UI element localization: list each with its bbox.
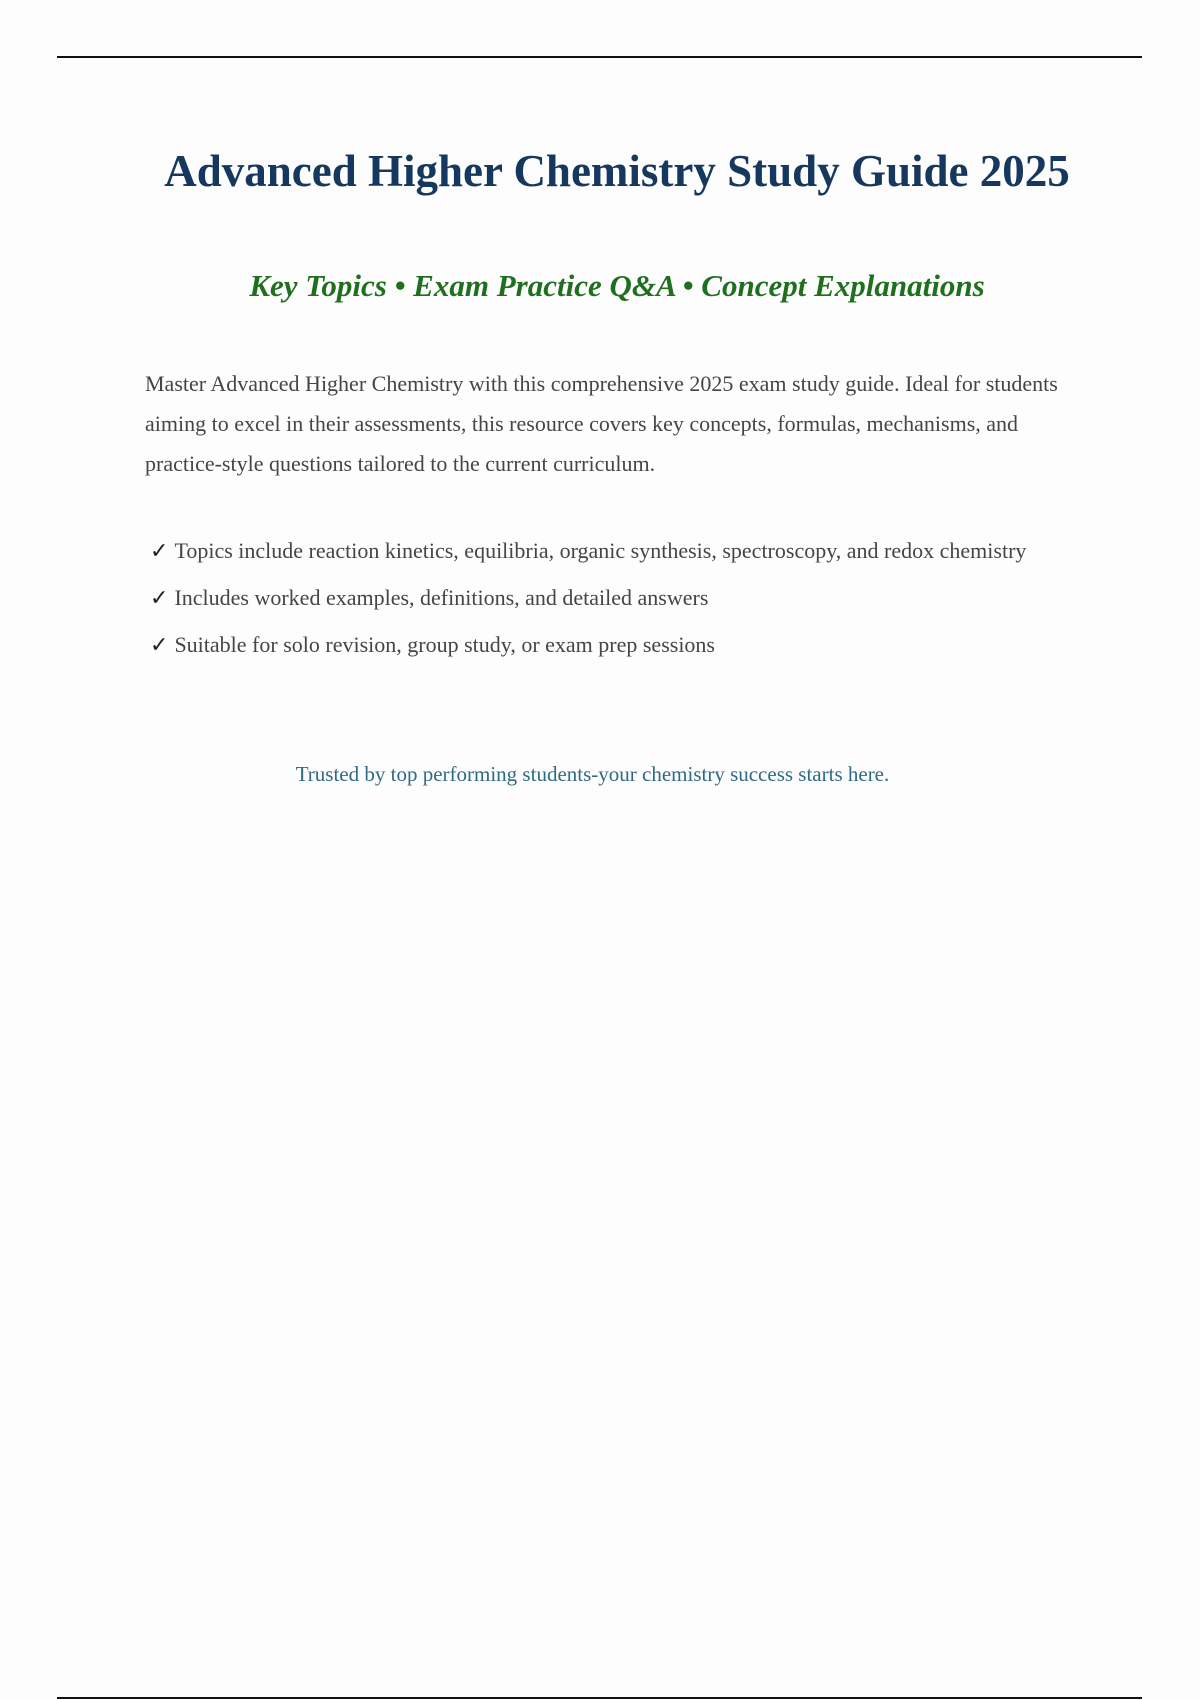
feature-text: Includes worked examples, definitions, and detailed answers	[174, 585, 709, 610]
feature-list-item	[145, 530, 1065, 573]
check-mark-icon: ✓	[150, 539, 169, 564]
top-rule	[57, 56, 1142, 58]
check-mark-icon: ✓	[150, 633, 169, 658]
tagline: Trusted by top performing students-your chemistry success starts here.	[295, 762, 890, 786]
page-title: Advanced Higher Chemistry Study Guide 2025	[164, 146, 1070, 196]
feature-list	[145, 530, 1065, 671]
intro-paragraph: Master Advanced Higher Chemistry with this comprehensive 2025 exam study guide. Ideal for students aiming to excel in their assessments, this resource covers key concepts, formulas, mechanisms, and practice-style questions tailored to the current curriculum.	[145, 371, 1058, 476]
feature-list-item	[145, 577, 1065, 620]
feature-text: Suitable for solo revision, group study, or exam prep sessions	[174, 632, 715, 657]
bottom-rule	[57, 1697, 1142, 1699]
feature-text: Topics include reaction kinetics, equilibria, organic synthesis, spectroscopy, and redox chemistry	[174, 538, 1027, 563]
check-mark-icon: ✓	[150, 586, 169, 611]
page-subtitle: Key Topics • Exam Practice Q&A • Concept Explanations	[249, 268, 985, 303]
feature-list-item	[145, 624, 1065, 667]
